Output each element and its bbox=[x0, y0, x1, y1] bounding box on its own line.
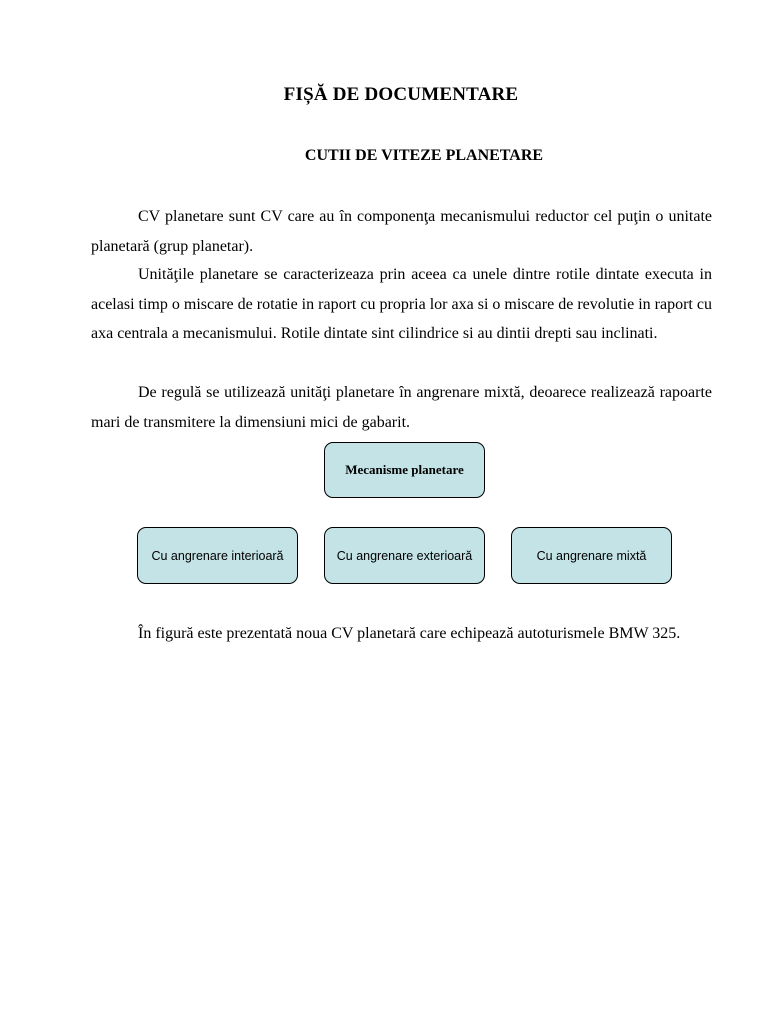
diagram-child-box-exterior bbox=[324, 527, 485, 584]
paragraph-definition: CV planetare sunt CV care au în componenţa mecanismului reductor cel puţin o unitate planetară (grup planetar). bbox=[91, 208, 712, 255]
diagram-child-label: Cu angrenare interioară bbox=[151, 548, 284, 563]
paragraph-characteristics: Unităţile planetare se caracterizeaza prin aceea ca unele dintre rotile dintate executa in acelasi timp o miscare de rotatie in raport cu propria lor axa si o miscare de revolutie in raport cu axa centrala a mecanismului. Rotile dintate sint cilindrice si au dintii drepti sau inclinati. bbox=[91, 266, 712, 342]
paragraph-usage: De regulă se utilizează unităţi planetare în angrenare mixtă, deoarece realizează rapoarte mari de transmitere la dimensiuni mici de gabarit. bbox=[91, 384, 712, 431]
diagram-child-box-interior bbox=[137, 527, 298, 584]
paragraph-figure-caption: În figură este prezentată noua CV planetară care echipează autoturismele BMW 325. bbox=[138, 625, 681, 642]
diagram-child-box-mixed bbox=[511, 527, 672, 584]
diagram-root-label: Mecanisme planetare bbox=[345, 462, 464, 477]
diagram-child-label: Cu angrenare mixtă bbox=[536, 548, 647, 563]
diagram-root-box bbox=[324, 442, 485, 498]
document-subtitle: CUTII DE VITEZE PLANETARE bbox=[304, 147, 544, 164]
diagram-child-label: Cu angrenare exterioară bbox=[336, 548, 473, 563]
document-title: FIȘĂ DE DOCUMENTARE bbox=[283, 84, 519, 105]
